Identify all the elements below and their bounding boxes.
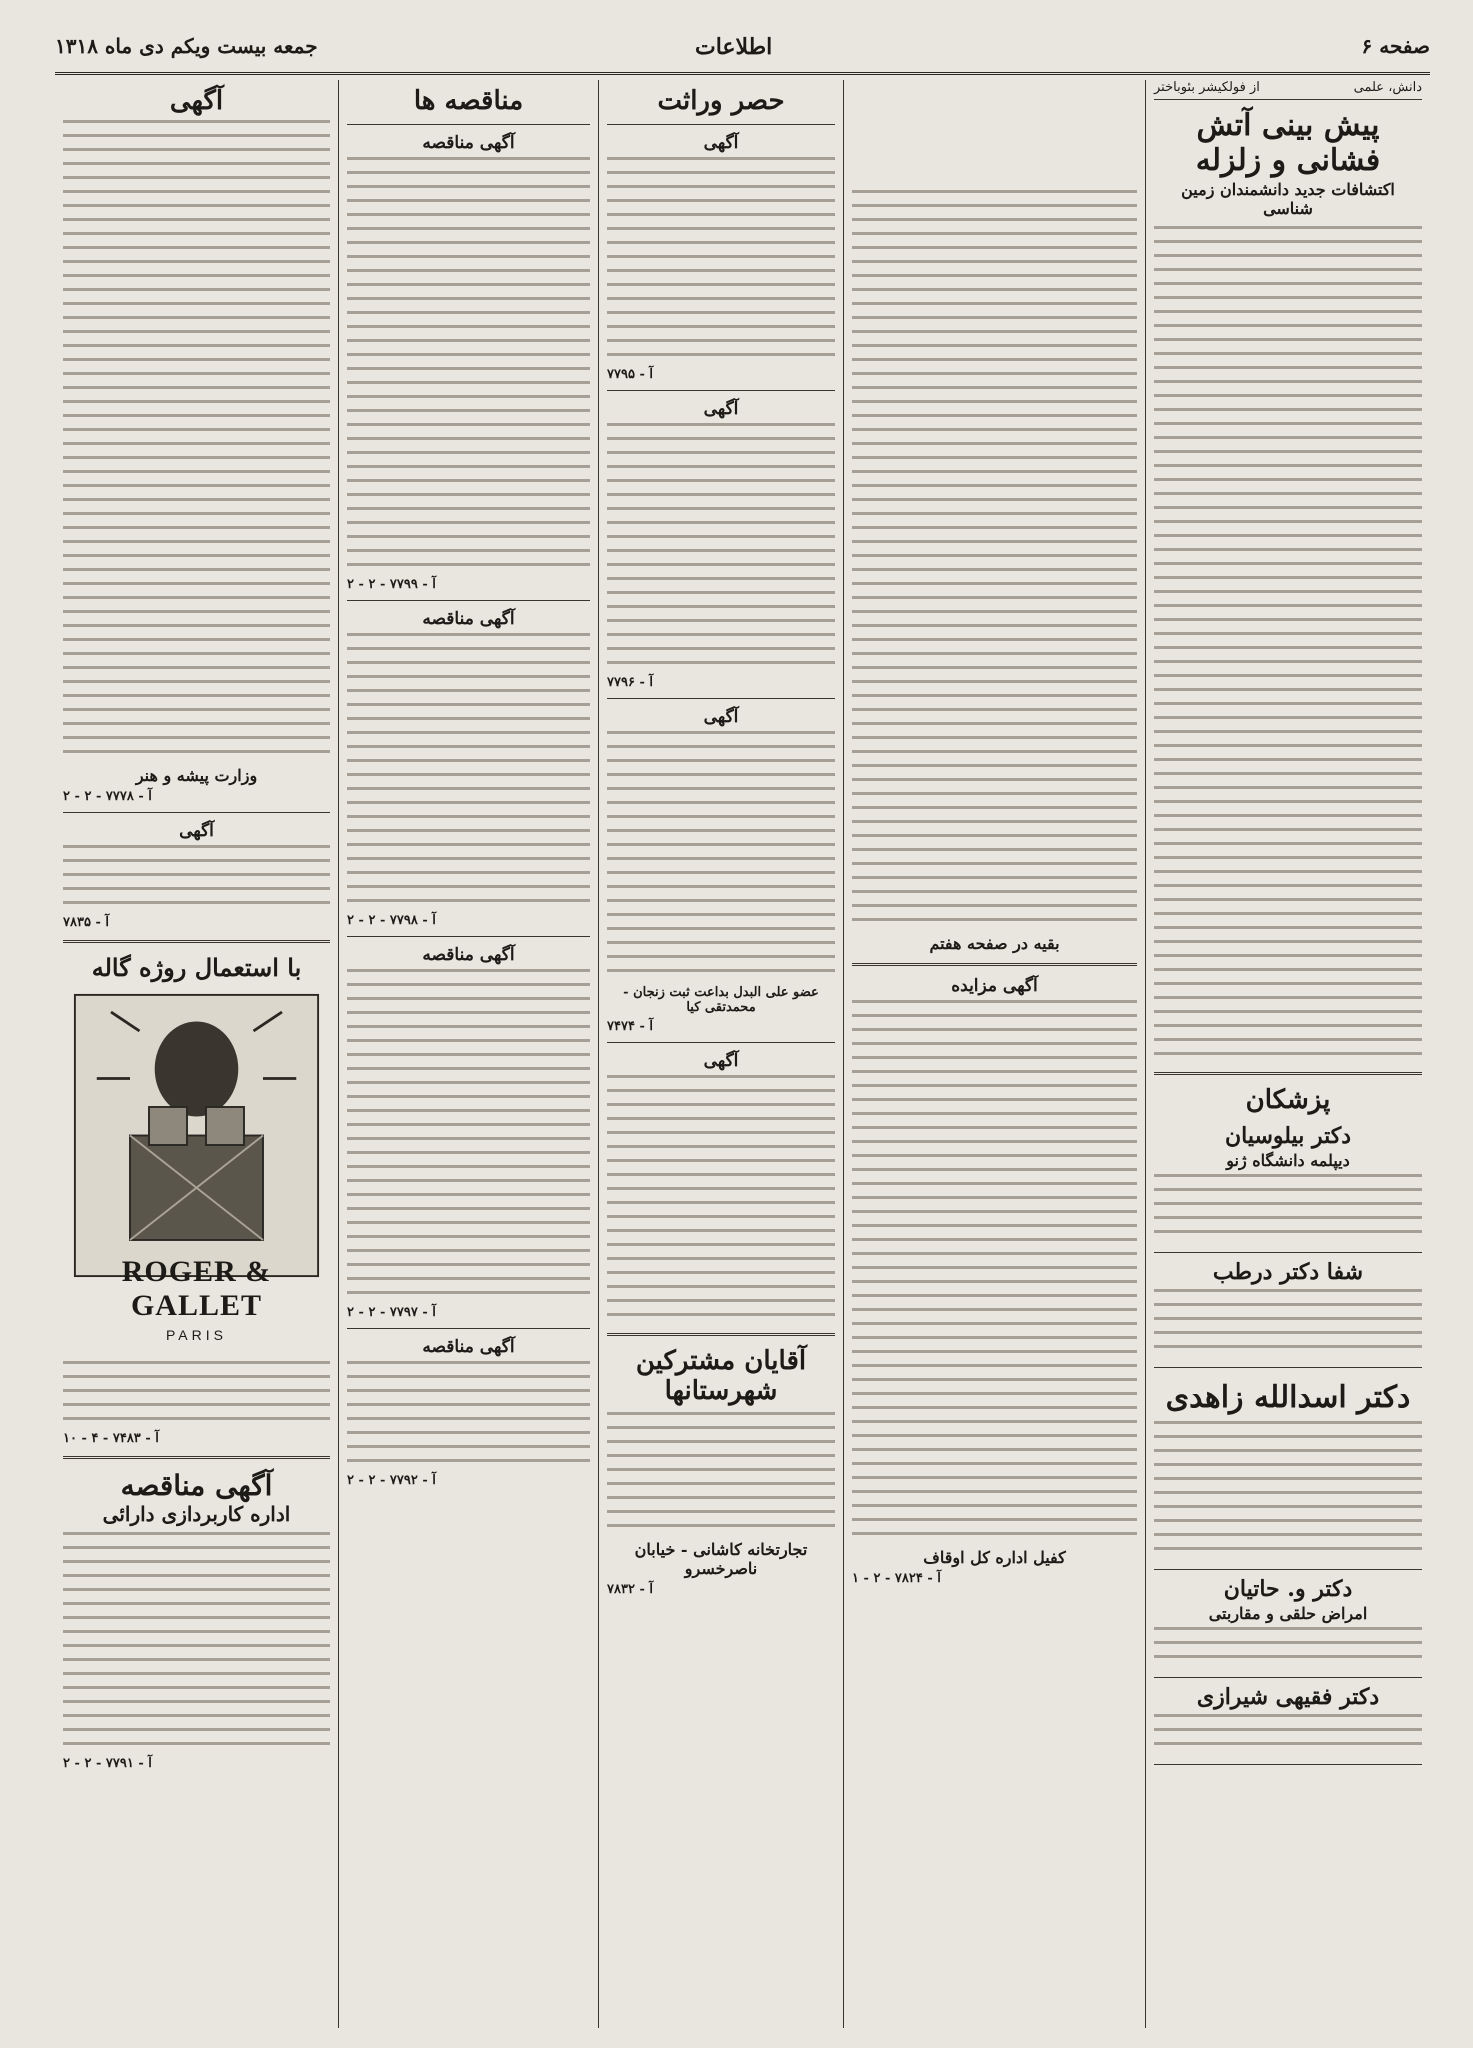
doctor-name: دکتر و. حاتیان [1223,1576,1353,1602]
brand-city: PARIS [166,1327,227,1343]
page-header [55,28,1430,75]
notice-ref: آ - ۷۴۷۴ [607,1019,653,1034]
doctors-section-title: پزشکان [1245,1085,1331,1115]
page-number: صفحه ۶ [1361,34,1430,58]
ad-ref: آ - ۷۸۳۵ [63,915,109,930]
tender-ref: آ - ۷۷۹۹ - ۲ - ۲ [347,577,436,592]
notice-label: آگهی [703,1051,739,1071]
masthead-name: اطلاعات [695,34,773,60]
tender-label: آگهی مناقصه [422,945,515,965]
notice-signature: عضو علی البدل بداعت ثبت زنجان - محمدتقی کیا [623,985,819,1015]
subscribers-headline: آقایان مشترکین شهرستانها [635,1346,807,1406]
subscribers-ref: آ - ۷۸۳۲ [607,1582,653,1597]
notice-label: آگهی [703,133,739,153]
kicker-left: از فولکیشر بئوباختر [1154,80,1260,95]
notice-label: آگهی [703,399,739,419]
ad-label: آگهی [169,86,224,116]
tender-ref: آ - ۷۷۹۷ - ۲ - ۲ [347,1305,436,1320]
finance-tender-headline: آگهی مناقصه [120,1469,273,1502]
doctor-name: دکتر بیلوسیان [1224,1123,1352,1149]
notice-label: آگهی [703,707,739,727]
finance-tender-org: اداره کاربردازی دارائی [102,1502,291,1526]
notice-ref: آ - ۷۷۹۶ [607,675,653,690]
doctor-ad [1154,1368,1422,1570]
ministry-signature: وزارت پیشه و هنر [135,766,258,785]
tender-ref: آ - ۷۷۹۲ - ۲ - ۲ [347,1473,436,1488]
auction-title: آگهی مزایده [951,976,1038,996]
article-body-continued [852,190,1137,928]
ministry-ref: آ - ۷۷۷۸ - ۲ - ۲ [63,789,152,804]
notice-ref: آ - ۷۷۹۵ [607,367,653,382]
tenders-section-title: مناقصه ها [413,86,524,116]
science-headline: پیش بینی آتش فشانی و زلزله [1195,108,1381,178]
finance-tender-ref: آ - ۷۷۹۱ - ۲ - ۲ [63,1756,152,1771]
column-science-auction [843,80,1145,2028]
perfume-illustration [73,993,320,1278]
science-subheadline: اکتشافات جدید دانشمندان زمین شناسی [1181,180,1395,218]
kicker-right: دانش، علمی [1353,80,1422,95]
tender-label: آگهی مناقصه [422,133,515,153]
rosewater-ad [63,953,330,1353]
auction-signature: کفیل اداره کل اوقاف [923,1548,1066,1567]
continued-note: بقیه در صفحه هفتم [929,934,1060,953]
doctor-ad [1154,1570,1422,1678]
tender-label: آگهی مناقصه [422,609,515,629]
subscribers-footer: تجارتخانه کاشانی - خیابان ناصرخسرو [634,1540,808,1578]
doctor-ad [1154,1117,1422,1253]
column-science-doctors [1145,80,1430,2028]
ad-label: آگهی [179,821,214,841]
science-kicker [1154,80,1422,100]
doctor-credentials: دیپلمه دانشگاه ژنو [1226,1151,1350,1170]
tender-ref: آ - ۷۷۹۸ - ۲ - ۲ [347,913,436,928]
rosewater-headline: با استعمال روژه گاله [91,953,302,982]
tender-label: آگهی مناقصه [422,1337,515,1357]
auction-body [852,1000,1137,1542]
column-ads [55,80,338,2028]
auction-ref: آ - ۷۸۲۴ - ۲ - ۱ [852,1571,941,1586]
inheritance-section-title: حصر وراثت [657,86,785,116]
brand-logo: ROGER & GALLET [121,1255,272,1322]
column-tenders [338,80,598,2028]
doctor-name: دکتر اسدالله زاهدی [1165,1380,1411,1415]
doctor-ad [1154,1253,1422,1368]
article-body [1154,226,1422,1062]
rosewater-ref: آ - ۷۴۸۳ - ۴ - ۱۰ [63,1431,159,1446]
doctor-name: دکتر فقیهی شیرازی [1196,1684,1380,1710]
column-inheritance [598,80,843,2028]
doctor-specialty: امراض حلقی و مقاربتی [1208,1604,1368,1623]
doctor-ad [1154,1678,1422,1765]
issue-date: جمعه بیست ویکم دی ماه ۱۳۱۸ [55,34,318,58]
doctor-name: شفا دکتر درطب [1212,1259,1364,1285]
